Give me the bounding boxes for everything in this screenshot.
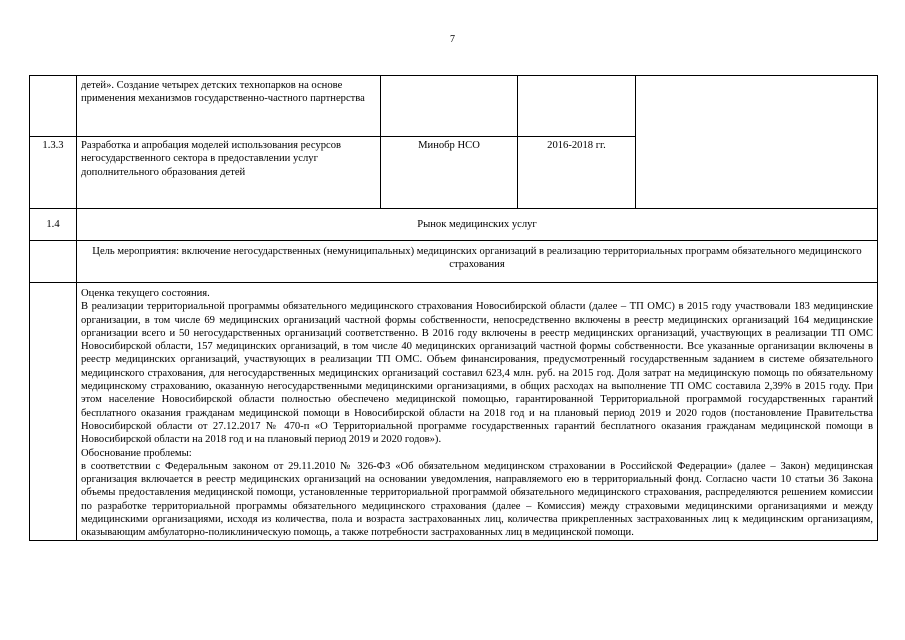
problem-heading: Обоснование проблемы:: [81, 447, 192, 459]
cell-num: [30, 76, 77, 137]
cell-num: [30, 283, 77, 541]
cell-merged-empty: [636, 76, 878, 209]
cell-period: 2016-2018 гг.: [518, 137, 636, 209]
section-title: Рынок медицинских услуг: [77, 209, 878, 241]
assessment-heading: Оценка текущего состояния.: [81, 288, 210, 299]
page-number: 7: [450, 34, 455, 45]
cell-num: 1.3.3: [30, 137, 77, 209]
measures-table: [29, 75, 878, 541]
cell-num: 1.4: [30, 209, 77, 241]
goal-text: Цель мероприятия: включение негосударственных (немуниципальных) медицинских организаций в реализацию территориальных программ обязательного медицинского страхования: [77, 241, 878, 283]
table-row: [30, 283, 878, 541]
cell-executor: Минобр НСО: [381, 137, 518, 209]
cell-executor: [381, 76, 518, 137]
assessment-cell: [77, 283, 878, 541]
table-row: [30, 76, 878, 137]
table-row: [30, 241, 878, 283]
cell-period: [518, 76, 636, 137]
assessment-paragraph: В реализации территориальной программы обязательного медицинского страхования Новосибирской области (далее – ТП ОМС) в 2015 году участвовали 183 медицинские организации, в том числе 69 медицинских организаций частной формы собственности, непосредственно включены в реестр медицинских организаций 164 медицинские организации всего и 50 негосударственных организаций соответственно. В 2016 году включены в реестр медицинских организаций, участвующих в реализации ТП ОМС Новосибирской области, 157 медицинских организаций, в том числе 40 медицинских организаций частной формы собственности. Все указанные организации включены в реестр медицинских организаций, участвующих в реализации ТП ОМС. Объем финансирования, предусмотренный государственным заданием в системе обязательного медицинского страхования, для негосударственных медицинских организаций составил 623,4 млн. руб. на 2015 год. Доля затрат на медицинскую помощь по обязательному медицинскому страхованию, оказанную негосударственными медицинскими организациями, в общих расходах на выполнение ТП ОМС составила 2,39% в 2015 году. При этом население Новосибирской области полностью обеспечено медицинской помощью, гарантированной Территориальной программой государственных гарантий бесплатного оказания гражданам медицинской помощи в Новосибирской области на 2018 год и на плановый период 2019 и 2020 годов (постановление Правительства Новосибирской области от 27.12.2017 № 470-п «О Территориальной программе государственных гарантий бесплатного оказания гражданам медицинской помощи в Новосибирской области на 2018 год и на плановый период 2019 и 2020 годов»).: [81, 301, 873, 446]
cell-num: [30, 241, 77, 283]
problem-paragraph: в соответствии с Федеральным законом от 29.11.2010 № 326-ФЗ «Об обязательном медицинском страховании в Российской Федерации» (далее – Закон) медицинская организация включается в реестр медицинских организаций на основании уведомления, направляемого ею в территориальный фонд. Согласно части 10 статьи 36 Закона объемы предоставления медицинской помощи, установленные территориальной программой обязательного медицинского страхования, распределяются решением комиссии по разработке территориальной программы обязательного медицинского страхования (далее – Комиссия) между страховыми медицинскими организациями и между медицинскими организациями, исходя из количества, пола и возраста застрахованных лиц, количества прикрепленных застрахованных лиц к медицинским организациям, оказывающим амбулаторно-поликлиническую помощь, а также потребности застрахованных лиц в медицинской помощи.: [81, 460, 873, 539]
cell-measure-text: детей». Создание четырех детских технопарков на основе применения механизмов государственно-частного партнерства: [77, 76, 381, 137]
table-row: [30, 209, 878, 241]
cell-measure-text: Разработка и апробация моделей использования ресурсов негосударственного сектора в предоставлении услуг дополнительного образования детей: [77, 137, 381, 209]
